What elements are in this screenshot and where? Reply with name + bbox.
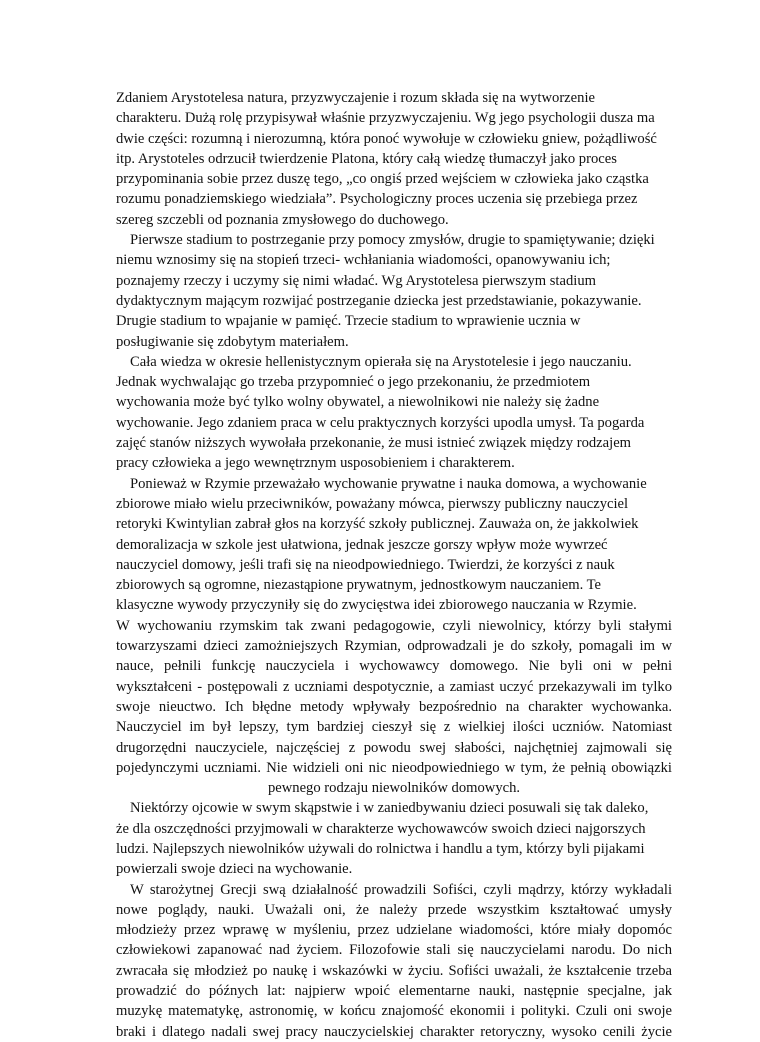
text-line: nowe poglądy, nauki. Uważali oni, że należy przede wszystkim kształtować umysły	[116, 901, 672, 918]
paragraph-roman-pedagogues	[116, 616, 672, 799]
text-line: dydaktycznym mającym rozwijać postrzeganie dziecka jest przedstawianie, pokazywanie.	[116, 292, 642, 309]
paragraph-stages	[116, 230, 672, 352]
text-line: zwracała się młodzież po naukę i wskazówki w życiu. Sofiści uważali, że kształcenie trzeba	[116, 962, 672, 979]
text-line: pojedynczymi uczniami. Nie widzieli oni nic nieodpowiedniego w tym, że pełnią obowiązki	[116, 759, 672, 776]
text-line: charakteru. Dużą rolę przypisywał właśnie przyzwyczajeniu. Wg jego psychologii dusza ma	[116, 110, 655, 127]
text-line: Drugie stadium to wpajanie w pamięć. Trzecie stadium to wprawienie ucznia w	[116, 313, 581, 330]
text-line: Jednak wychwalając go trzeba przypomnieć o jego przekonaniu, że przedmiotem	[116, 374, 591, 391]
text-line: ludzi. Najlepszych niewolników używali do rolnictwa i handlu a tym, którzy byli pijakami	[116, 840, 645, 857]
text-line: swoje nieuctwo. Ich błędne metody wpływały bezpośrednio na charakter wychowanka.	[116, 698, 672, 715]
text-line: itp. Arystoteles odrzucił twierdzenie Platona, który całą wiedzę tłumaczył jako proces	[116, 150, 617, 167]
text-line: W wychowaniu rzymskim tak zwani pedagogowie, czyli niewolnicy, którzy byli stałymi	[116, 617, 672, 634]
text-line: rozumu ponadziemskiego wiedziała”. Psychologiczny proces uczenia się przebiega przez	[116, 191, 638, 208]
text-line: braki i dlatego nadali swej pracy nauczycielskiej charakter retoryczny, wysoko cenili życie	[116, 1023, 672, 1040]
text-line: klasyczne wywody przyczyniły się do zwycięstwa idei zbiorowego nauczania w Rzymie.	[116, 597, 637, 614]
text-line: wykształceni - postępowali z uczniami despotycznie, a zamiast uczyć przekazywali im tylko	[116, 678, 672, 695]
text-line: Ponieważ w Rzymie przeważało wychowanie prywatne i nauka domowa, a wychowanie	[130, 475, 647, 492]
document-page	[116, 88, 672, 1042]
text-line: drugorzędni nauczyciele, najczęściej z powodu swej słabości, najchętniej zajmowali się	[116, 739, 672, 756]
text-line: szereg szczebli od poznania zmysłowego do duchowego.	[116, 211, 449, 228]
paragraph-rome-quintilian	[116, 474, 672, 616]
text-line: W starożytnej Grecji swą działalność prowadzili Sofiści, czyli mądrzy, którzy wykładali	[130, 881, 672, 898]
paragraph-sophists	[116, 880, 672, 1042]
text-line: pewnego rodzaju niewolników domowych.	[267, 780, 521, 797]
text-line: muzykę matematykę, astronomię, w końcu znajomość ekonomii i polityki. Czuli oni swoje	[116, 1003, 672, 1020]
text-line: wychowanie. Jego zdaniem praca w celu praktycznych korzyści upodla umysł. Ta pogarda	[116, 414, 645, 431]
text-line: poznajemy rzeczy i uczymy się nimi władać. Wg Arystotelesa pierwszym stadium	[116, 272, 596, 289]
text-line: powierzali swoje dzieci na wychowanie.	[116, 861, 353, 878]
text-line: nauczyciel domowy, jeśli trafi się na nieodpowiedniego. Twierdzi, że korzyści z nauk	[116, 556, 615, 573]
text-line: młodzieży przez wprawę w myśleniu, przez udzielane wiadomości, które miały dopomóc	[116, 922, 672, 939]
text-line: że dla oszczędności przyjmowali w charakterze wychowawców swoich dzieci najgorszych	[116, 820, 646, 837]
text-line: Niektórzy ojcowie w swym skąpstwie i w zaniedbywaniu dzieci posuwali się tak daleko,	[130, 800, 649, 817]
text-line: przypominania sobie przez duszę tego, „co ongiś przed wejściem w człowieka jako cząstka	[116, 171, 649, 188]
text-line: retoryki Kwintylian zabrał głos na korzyść szkoły publicznej. Zauważa on, że jakkolwiek	[116, 516, 639, 533]
paragraph-aristotle-nature	[116, 88, 672, 230]
text-line: zbiorowe miało wielu przeciwników, poważany mówca, pierwszy publiczny nauczyciel	[116, 495, 629, 512]
text-line: Pierwsze stadium to postrzeganie przy pomocy zmysłów, drugie to spamiętywanie; dzięki	[130, 232, 655, 249]
text-line: zbiorowych są ogromne, niezastąpione prywatnym, jednostkowym nauczaniem. Te	[116, 577, 602, 594]
paragraph-hellenistic	[116, 352, 672, 474]
text-line: posługiwanie się zdobytym materiałem.	[116, 333, 349, 350]
text-line: towarzyszami dzieci zamożniejszych Rzymian, odprowadzali je do szkoły, pomagali im w	[116, 638, 672, 655]
text-line: Cała wiedza w okresie hellenistycznym opierała się na Arystotelesie i jego nauczaniu.	[130, 353, 632, 370]
text-line: wychowania może być tylko wolny obywatel, a niewolnikowi nie należy się żadne	[116, 394, 600, 411]
text-line: dwie części: rozumną i nierozumną, która ponoć wywołuje w człowieku gniew, pożądliwość	[116, 130, 657, 147]
text-line: prowadzić do późnych lat: najpierw wpoić elementarne nauki, następnie specjalne, jak	[116, 983, 672, 1000]
text-line: niemu wznosimy się na stopień trzeci- wchłaniania wiadomości, opanowywaniu ich;	[116, 252, 611, 269]
text-line: Zdaniem Arystotelesa natura, przyzwyczajenie i rozum składa się na wytworzenie	[116, 90, 595, 106]
text-line: człowiekowi zapanować nad życiem. Filozofowie stali się nauczycielami narodu. Do nich	[116, 942, 672, 959]
text-line: Nauczyciel im był lepszy, tym bardziej cieszył się z wielkiej ilości uczniów. Natomiast	[116, 719, 672, 736]
text-line: nauce, pełnili funkcję nauczyciela i wychowawcy domowego. Nie byli oni w pełni	[116, 658, 672, 675]
text-line: pracy człowieka a jego wewnętrznym usposobieniem i charakterem.	[116, 455, 515, 472]
text-line: demoralizacja w szkole jest ułatwiona, jednak jeszcze gorszy wpływ może wywrzeć	[116, 536, 608, 553]
text-line: zajęć stanów niższych wywołała przekonanie, że musi istnieć związek między rodzajem	[116, 435, 632, 452]
paragraph-fathers	[116, 798, 672, 879]
